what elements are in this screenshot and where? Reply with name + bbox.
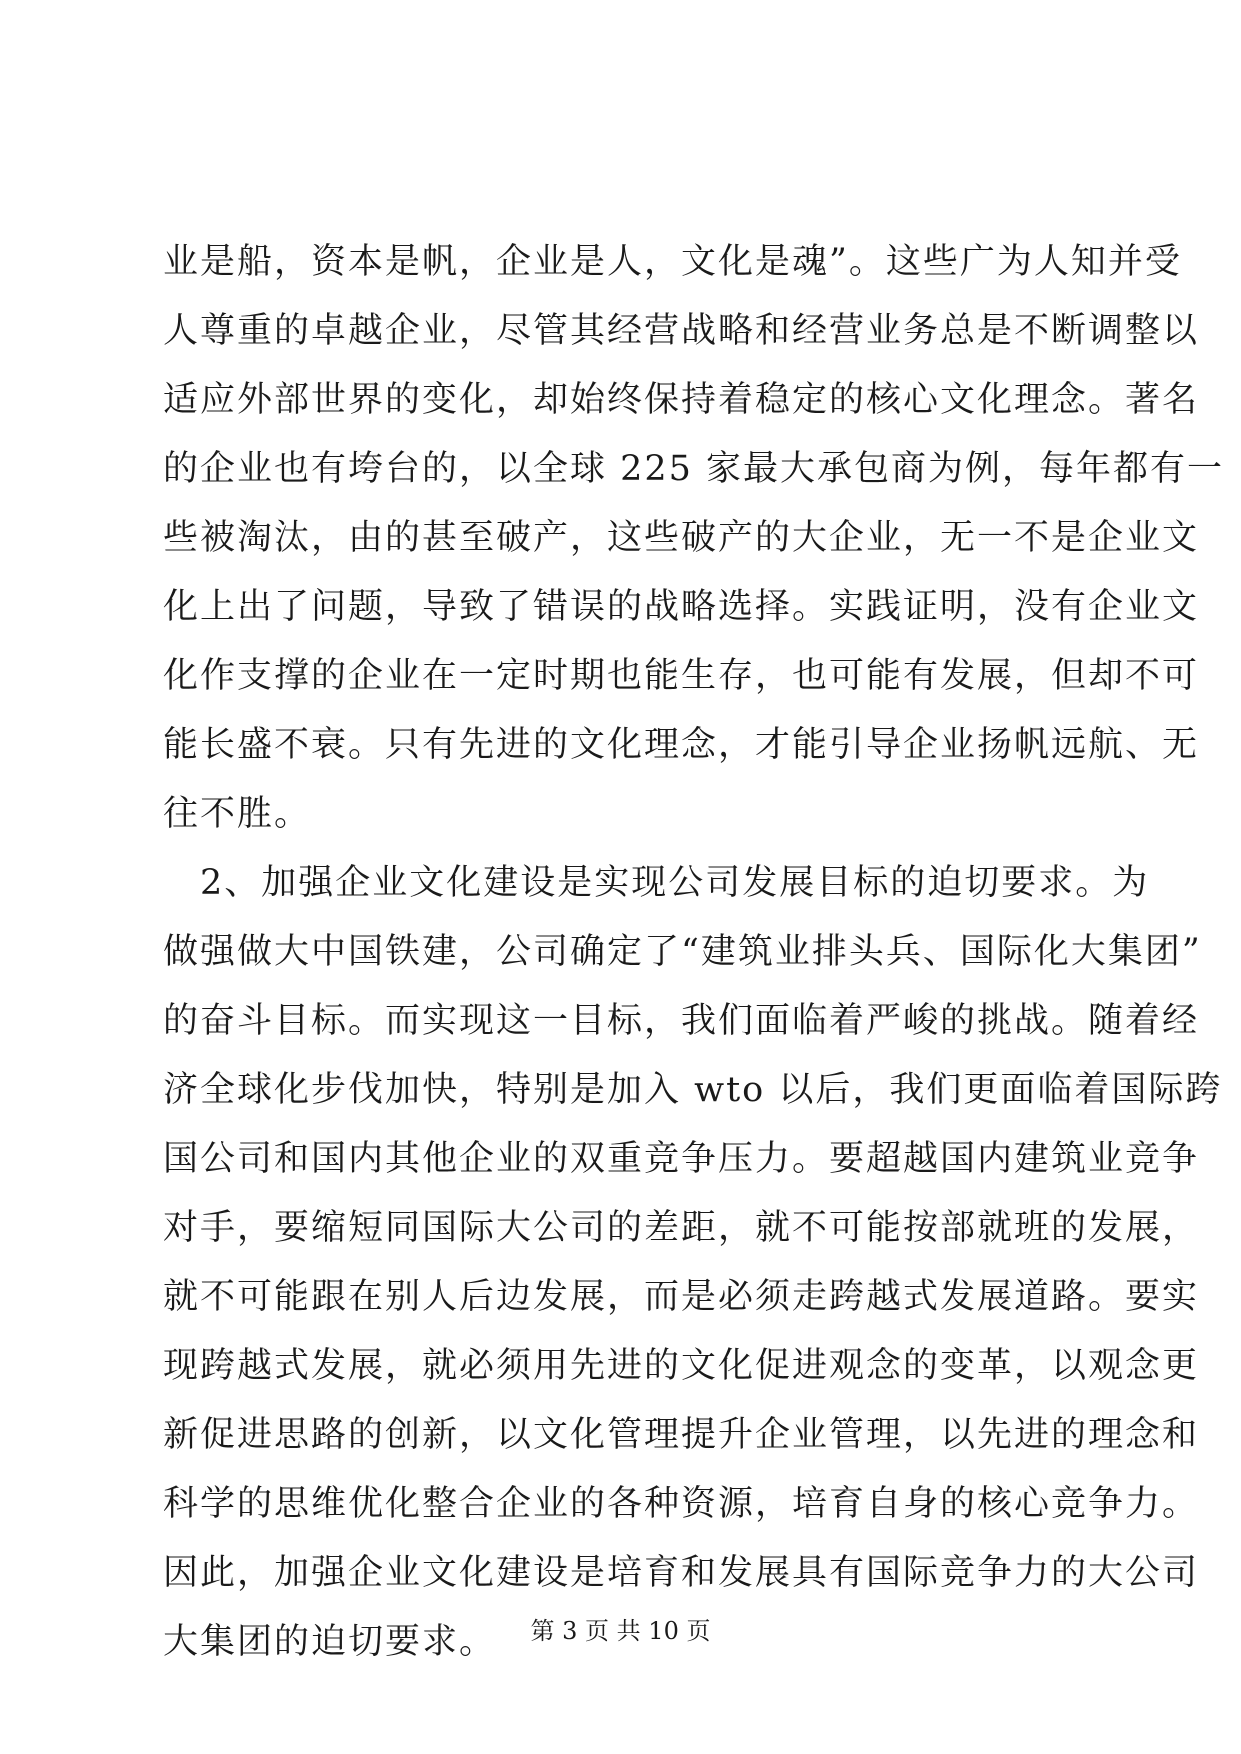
text-line: 的企业也有垮台的，以全球 225 家最大承包商为例，每年都有一 [163,449,1225,489]
text-line: 能长盛不衰。只有先进的文化理念，才能引导企业扬帆远航、无 [163,725,1200,765]
text-line: 的奋斗目标。而实现这一目标，我们面临着严峻的挑战。随着经 [163,1001,1200,1041]
text-line: 化作支撑的企业在一定时期也能生存，也可能有发展，但却不可 [163,656,1200,696]
text-line: 现跨越式发展，就必须用先进的文化促进观念的变革，以观念更 [163,1346,1200,1386]
text-line: 科学的思维优化整合企业的各种资源，培育自身的核心竞争力。 [163,1484,1200,1524]
text-line: 因此，加强企业文化建设是培育和发展具有国际竞争力的大公司 [163,1553,1200,1593]
text-line: 就不可能跟在别人后边发展，而是必须走跨越式发展道路。要实 [163,1277,1200,1317]
text-line: 大集团的迫切要求。 [163,1622,497,1662]
text-line: 人尊重的卓越企业，尽管其经营战略和经营业务总是不断调整以 [163,311,1200,351]
text-line: 做强做大中国铁建，公司确定了“建筑业排头兵、国际化大集团” [163,932,1202,972]
paragraph-1 [163,228,1225,849]
document-body [163,228,1225,1677]
text-line: 济全球化步伐加快，特别是加入 wto 以后，我们更面临着国际跨 [163,1070,1223,1110]
text-line: 适应外部世界的变化，却始终保持着稳定的核心文化理念。著名 [163,380,1200,420]
text-line: 对手，要缩短同国际大公司的差距，就不可能按部就班的发展， [163,1208,1200,1248]
text-line: 化上出了问题，导致了错误的战略选择。实践证明，没有企业文 [163,587,1200,627]
paragraph-2 [163,849,1223,1677]
text-line: 业是船，资本是帆，企业是人，文化是魂”。这些广为人知并受 [163,242,1182,282]
text-line: 2、加强企业文化建设是实现公司发展目标的迫切要求。为 [163,863,1150,903]
text-line: 国公司和国内其他企业的双重竞争压力。要超越国内建筑业竞争 [163,1139,1200,1179]
text-line: 新促进思路的创新，以文化管理提升企业管理，以先进的理念和 [163,1415,1200,1455]
text-line: 些被淘汰，由的甚至破产，这些破产的大企业，无一不是企业文 [163,518,1200,558]
text-line: 往不胜。 [163,794,312,834]
page-number-footer: 第 3 页 共 10 页 [530,1617,711,1645]
